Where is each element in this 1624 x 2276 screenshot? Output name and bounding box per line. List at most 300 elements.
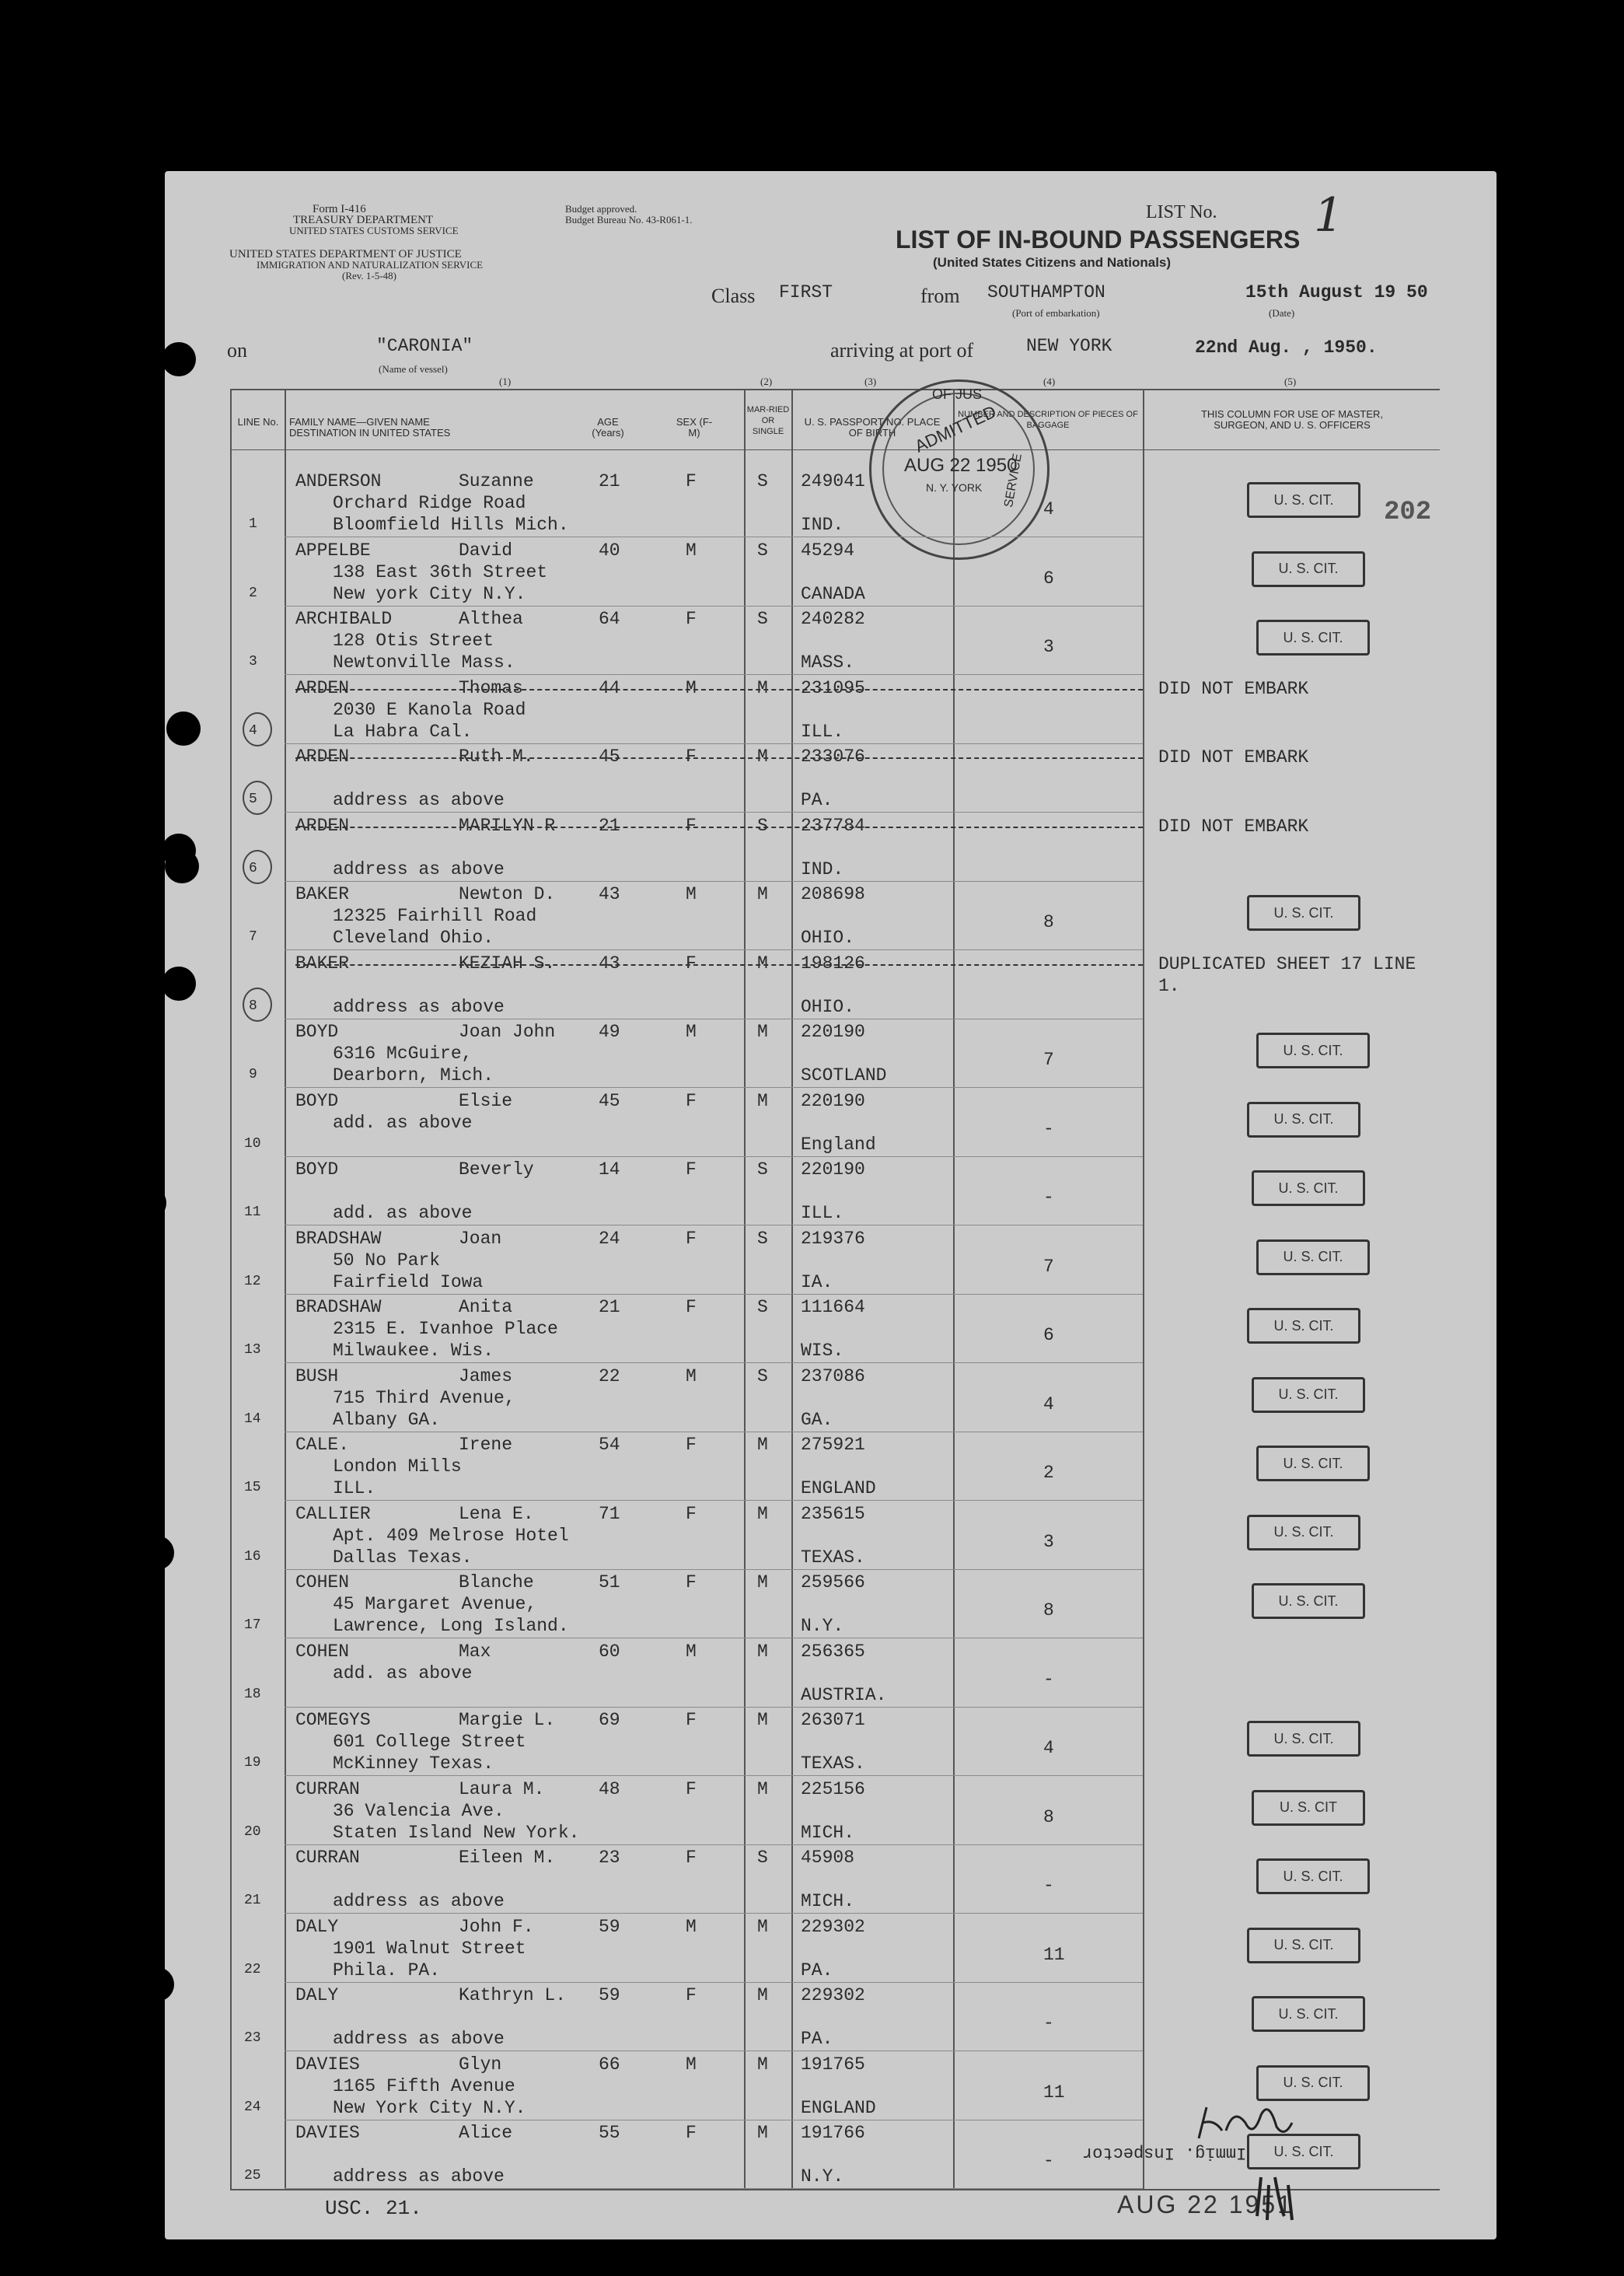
sex: F — [686, 815, 697, 836]
family-name: ARDEN — [295, 746, 350, 767]
address-line-2: Fairfield Iowa — [333, 1271, 484, 1292]
address-line-2: Milwaukee. Wis. — [333, 1341, 494, 1361]
passport-number: 111664 — [801, 1297, 865, 1317]
table-top-border — [230, 389, 1440, 390]
age: 71 — [599, 1503, 620, 1524]
punch-hole — [165, 849, 199, 883]
row-rule — [285, 1500, 1143, 1501]
footer-code: USC. 21. — [325, 2197, 422, 2220]
us-citizen-stamp: U. S. CIT. — [1252, 551, 1365, 587]
baggage-count: - — [1043, 1187, 1054, 1208]
line-number: 2 — [249, 585, 257, 601]
column-number-3: (3) — [864, 376, 877, 387]
admitted-stamp-label: ADMITTED — [911, 401, 1000, 456]
passport-number: 225156 — [801, 1778, 865, 1799]
customs-service: UNITED STATES CUSTOMS SERVICE — [289, 225, 459, 236]
line-number: 12 — [244, 1273, 261, 1289]
address-line-2: New York City N.Y. — [333, 2097, 526, 2118]
sex: F — [686, 1159, 697, 1180]
marital-status: S — [757, 1228, 768, 1249]
row-rule — [285, 1362, 1143, 1363]
sex: F — [686, 1572, 697, 1593]
family-name: ARDEN — [295, 815, 350, 836]
given-name: Thomas — [459, 677, 523, 698]
given-name: Alice — [459, 2123, 513, 2143]
passport-number: 191766 — [801, 2123, 865, 2143]
row-rule — [285, 1913, 1143, 1914]
page-subtitle: (United States Citizens and Nationals) — [933, 255, 1172, 270]
place-of-birth: ILL. — [801, 1203, 844, 1223]
strike-through-line — [295, 757, 1143, 760]
date-caption: (Date) — [1269, 307, 1295, 319]
age: 59 — [599, 1985, 620, 2005]
line-number: 3 — [249, 654, 257, 670]
passport-number: 45294 — [801, 540, 855, 561]
address-line-1: 138 East 36th Street — [333, 561, 548, 582]
marital-status: S — [757, 1848, 768, 1868]
marital-status: M — [757, 1916, 768, 1937]
list-number-value: 1 — [1314, 188, 1344, 243]
column-number-1: (1) — [499, 376, 512, 387]
family-name: BAKER — [295, 884, 350, 904]
marital-status: M — [757, 1710, 768, 1730]
row-rule — [285, 1569, 1143, 1570]
us-citizen-stamp: U. S. CIT. — [1252, 1170, 1365, 1206]
address-line-2: address as above — [333, 996, 505, 1017]
address-line-1: 36 Valencia Ave. — [333, 1800, 505, 1821]
sex: F — [686, 1848, 697, 1868]
treasury-department: TREASURY DEPARTMENT — [293, 214, 434, 226]
address-line-2: La Habra Cal. — [333, 721, 473, 742]
us-citizen-stamp: U. S. CIT. — [1256, 1239, 1370, 1275]
row-rule — [285, 1087, 1143, 1088]
age: 23 — [599, 1848, 620, 1868]
punch-hole — [132, 1186, 166, 1220]
family-name: COHEN — [295, 1641, 350, 1662]
address-line-2: New york City N.Y. — [333, 583, 526, 604]
given-name: Beverly — [459, 1159, 534, 1180]
address-line-2: address as above — [333, 1891, 505, 1911]
us-citizen-stamp: U. S. CIT. — [1247, 895, 1360, 931]
page-number: 202 — [1384, 498, 1432, 527]
address-line-2: address as above — [333, 858, 505, 879]
table-left-border — [230, 389, 232, 2190]
passport-number: 263071 — [801, 1710, 865, 1730]
place-of-birth: MICH. — [801, 1822, 855, 1843]
row-rule — [285, 881, 1143, 882]
column-header-sex: SEX (F-M) — [676, 416, 713, 439]
family-name: ANDERSON — [295, 471, 382, 491]
marital-status: M — [757, 1090, 768, 1111]
address-line-1: 128 Otis Street — [333, 631, 494, 651]
passport-number: 237784 — [801, 815, 865, 836]
age: 43 — [599, 884, 620, 904]
marital-status: M — [757, 677, 768, 698]
remark-text: DUPLICATED SHEET 17 LINE 1. — [1158, 953, 1416, 996]
baggage-count: - — [1043, 1669, 1054, 1690]
column-header-passport: U. S. PASSPORT NO. PLACE OF BIRTH — [804, 416, 941, 439]
admitted-stamp-place: N. Y. YORK — [926, 481, 983, 494]
baggage-count: 4 — [1043, 1738, 1054, 1758]
place-of-birth: PA. — [801, 1960, 833, 1981]
age: 59 — [599, 1916, 620, 1937]
passport-number: 237086 — [801, 1365, 865, 1386]
marital-status: S — [757, 540, 768, 561]
sex: M — [686, 1022, 697, 1042]
address-line-2: Newtonville Mass. — [333, 652, 515, 673]
place-of-birth: IND. — [801, 515, 844, 535]
address-line-1: 2030 E Kanola Road — [333, 699, 526, 720]
address-line-1: Orchard Ridge Road — [333, 493, 526, 513]
admitted-stamp — [869, 379, 1049, 560]
family-name: BOYD — [295, 1159, 339, 1180]
passport-number: 229302 — [801, 1985, 865, 2005]
circled-line-number — [243, 988, 272, 1022]
us-citizen-stamp: U. S. CIT. — [1247, 1102, 1360, 1138]
passport-number: 220190 — [801, 1090, 865, 1111]
form-number: Form I-416 — [313, 203, 366, 215]
punch-hole — [166, 711, 201, 746]
given-name: Lena E. — [459, 1503, 534, 1524]
age: 49 — [599, 1022, 620, 1042]
given-name: John F. — [459, 1916, 534, 1937]
age: 45 — [599, 746, 620, 767]
given-name: Althea — [459, 609, 523, 629]
baggage-count: 11 — [1043, 1944, 1065, 1965]
sex: F — [686, 609, 697, 629]
given-name: KEZIAH S. — [459, 953, 556, 974]
column-header-line-no: LINE No. — [237, 416, 279, 428]
page-title: LIST OF IN-BOUND PASSENGERS — [896, 226, 1301, 253]
address-line-2: Phila. PA. — [333, 1960, 441, 1981]
age: 54 — [599, 1435, 620, 1455]
marital-status: M — [757, 1435, 768, 1455]
passport-number: 191765 — [801, 2054, 865, 2075]
place-of-birth: OHIO. — [801, 996, 855, 1017]
marital-status: M — [757, 1985, 768, 2005]
given-name: MARILYN R — [459, 815, 556, 836]
given-name: Eileen M. — [459, 1848, 556, 1868]
passport-number: 259566 — [801, 1572, 865, 1593]
marital-status: M — [757, 2054, 768, 2075]
marital-status: M — [757, 1503, 768, 1524]
sex: F — [686, 1985, 697, 2005]
given-name: Max — [459, 1641, 491, 1662]
marital-status: S — [757, 1297, 768, 1317]
age: 60 — [599, 1641, 620, 1662]
remark-text: DID NOT EMBARK — [1158, 747, 1309, 767]
line-number: 7 — [249, 929, 257, 945]
address-line-1: Apt. 409 Melrose Hotel — [333, 1525, 569, 1546]
passport-number: 198126 — [801, 953, 865, 974]
family-name: DAVIES — [295, 2054, 360, 2075]
age: 69 — [599, 1710, 620, 1730]
arrival-date: 22nd Aug. , 1950. — [1195, 337, 1378, 358]
punch-hole — [140, 1967, 174, 2002]
row-rule — [285, 743, 1143, 744]
address-line-2: Bloomfield Hills Mich. — [333, 515, 569, 535]
address-line-2: ILL. — [333, 1478, 376, 1498]
row-rule — [285, 674, 1143, 675]
sex: M — [686, 677, 697, 698]
given-name: Elsie — [459, 1090, 513, 1111]
address-line-1: add. as above — [333, 1112, 473, 1133]
place-of-birth: PA. — [801, 2029, 833, 2049]
line-number: 19 — [244, 1755, 261, 1771]
us-citizen-stamp: U. S. CIT. — [1247, 1515, 1360, 1551]
marital-status: M — [757, 2123, 768, 2143]
address-line-2: address as above — [333, 2029, 505, 2049]
place-of-birth: ILL. — [801, 721, 844, 742]
us-citizen-stamp: U. S. CIT. — [1247, 1928, 1360, 1963]
row-rule — [285, 1982, 1143, 1983]
family-name: CALE. — [295, 1435, 350, 1455]
baggage-count: 7 — [1043, 1050, 1054, 1070]
address-line-1: 601 College Street — [333, 1732, 526, 1752]
baggage-count: 8 — [1043, 1806, 1054, 1827]
line-number: 22 — [244, 1961, 261, 1977]
sex: M — [686, 2054, 697, 2075]
place-of-birth: WIS. — [801, 1341, 844, 1361]
age: 21 — [599, 1297, 620, 1317]
address-line-2: Staten Island New York. — [333, 1822, 580, 1843]
bottom-date-stamp: AUG 22 1951 — [1117, 2190, 1294, 2218]
marital-status: S — [757, 815, 768, 836]
family-name: CURRAN — [295, 1848, 360, 1868]
age: 21 — [599, 471, 620, 491]
place-of-birth: IA. — [801, 1271, 833, 1292]
us-citizen-stamp: U. S. CIT. — [1247, 1308, 1360, 1344]
baggage-count: - — [1043, 1118, 1054, 1139]
age: 48 — [599, 1778, 620, 1799]
line-number: 11 — [244, 1204, 261, 1220]
us-citizen-stamp: U. S. CIT. — [1252, 1996, 1365, 2032]
passport-number: 249041 — [801, 471, 865, 491]
baggage-count: 3 — [1043, 637, 1054, 657]
admitted-stamp-service: SERVICE — [1002, 452, 1025, 509]
column-header-baggage: NUMBER AND DESCRIPTION OF PIECES OF BAGGAGE — [958, 410, 1138, 430]
column-header-married: MAR-RIED OR SINGLE — [746, 405, 790, 436]
line-number: 14 — [244, 1411, 261, 1427]
line-number: 25 — [244, 2168, 261, 2183]
family-name: BRADSHAW — [295, 1228, 382, 1249]
place-of-birth: OHIO. — [801, 928, 855, 948]
us-citizen-stamp: U. S. CIT. — [1256, 1033, 1370, 1068]
embarkation-port: SOUTHAMPTON — [987, 282, 1105, 302]
age: 14 — [599, 1159, 620, 1180]
baggage-count: 6 — [1043, 568, 1054, 589]
line-number: 21 — [244, 1893, 261, 1908]
family-name: DALY — [295, 1985, 339, 2005]
family-name: CURRAN — [295, 1778, 360, 1799]
row-rule — [285, 2050, 1143, 2051]
circled-line-number — [243, 781, 272, 815]
given-name: Joan John — [459, 1022, 556, 1042]
baggage-count: 4 — [1043, 1393, 1054, 1414]
passport-number: 235615 — [801, 1503, 865, 1524]
age: 21 — [599, 815, 620, 836]
passport-number: 233076 — [801, 746, 865, 767]
line-number: 13 — [244, 1342, 261, 1358]
passport-number: 220190 — [801, 1022, 865, 1042]
sex: M — [686, 1365, 697, 1386]
budget-approved: Budget approved. — [565, 203, 637, 215]
sex: M — [686, 1641, 697, 1662]
sex: F — [686, 1228, 697, 1249]
row-rule — [285, 2188, 1143, 2189]
form-revision: (Rev. 1-5-48) — [342, 270, 396, 281]
family-name: BOYD — [295, 1022, 339, 1042]
line-number: 20 — [244, 1823, 261, 1840]
line-number: 8 — [249, 998, 257, 1014]
column-number-4: (4) — [1043, 376, 1056, 387]
given-name: Suzanne — [459, 471, 534, 491]
us-citizen-stamp: U. S. CIT. — [1256, 1446, 1370, 1481]
marital-status: S — [757, 1365, 768, 1386]
address-line-2: Cleveland Ohio. — [333, 928, 494, 948]
address-line-1: London Mills — [333, 1456, 462, 1477]
sex: M — [686, 540, 697, 561]
address-line-2: address as above — [333, 2166, 505, 2187]
marital-status: M — [757, 1572, 768, 1593]
sex: F — [686, 1778, 697, 1799]
inspector-stamp-mirrored: Immig. Inspector — [1082, 2143, 1247, 2162]
marital-status: S — [757, 471, 768, 491]
column-divider-officers — [1143, 389, 1144, 2190]
marital-status: M — [757, 1641, 768, 1662]
row-rule — [285, 1844, 1143, 1845]
place-of-birth: MASS. — [801, 652, 855, 673]
manifest-sheet — [165, 171, 1497, 2239]
family-name: BOYD — [295, 1090, 339, 1111]
sex: F — [686, 1710, 697, 1730]
family-name: ARDEN — [295, 677, 350, 698]
address-line-2: Dallas Texas. — [333, 1547, 473, 1568]
address-line-1: 1901 Walnut Street — [333, 1938, 526, 1959]
given-name: Anita — [459, 1297, 513, 1317]
family-name: COMEGYS — [295, 1710, 371, 1730]
embarkation-caption: (Port of embarkation) — [1012, 307, 1100, 319]
baggage-count: 3 — [1043, 1531, 1054, 1552]
from-label: from — [920, 285, 960, 307]
budget-bureau-number: Budget Bureau No. 43-R061-1. — [565, 214, 693, 226]
family-name: ARCHIBALD — [295, 609, 393, 629]
given-name: Laura M. — [459, 1778, 545, 1799]
admitted-stamp-top: OF JUS — [932, 386, 983, 402]
line-number: 5 — [249, 792, 257, 807]
column-header-age: AGE (Years) — [592, 416, 624, 439]
line-number: 9 — [249, 1067, 257, 1082]
address-line-1: 2315 E. Ivanhoe Place — [333, 1319, 558, 1339]
strike-through-line — [295, 964, 1143, 967]
column-divider-married — [744, 389, 746, 2190]
marital-status: M — [757, 884, 768, 904]
remark-text: DID NOT EMBARK — [1158, 678, 1309, 699]
family-name: DAVIES — [295, 2123, 360, 2143]
arriving-label: arriving at port of — [830, 339, 974, 362]
departure-date: 15th August 19 50 — [1245, 282, 1428, 302]
column-number-2: (2) — [760, 376, 773, 387]
line-number: 24 — [244, 2099, 261, 2115]
row-rule — [285, 606, 1143, 607]
given-name: Kathryn L. — [459, 1985, 567, 2005]
us-citizen-stamp: U. S. CIT. — [1252, 1583, 1365, 1619]
marital-status: M — [757, 1022, 768, 1042]
punch-hole — [140, 1536, 174, 1570]
age: 40 — [599, 540, 620, 561]
row-rule — [285, 1707, 1143, 1708]
passport-number: 219376 — [801, 1228, 865, 1249]
line-number: 16 — [244, 1548, 261, 1565]
department-of-justice: UNITED STATES DEPARTMENT OF JUSTICE — [229, 248, 462, 260]
line-number: 4 — [249, 722, 257, 739]
column-number-5: (5) — [1284, 376, 1297, 387]
address-line-2: Dearborn, Mich. — [333, 1065, 494, 1086]
place-of-birth: TEXAS. — [801, 1547, 865, 1568]
baggage-count: 7 — [1043, 1256, 1054, 1277]
address-line-2: Lawrence, Long Island. — [333, 1616, 569, 1636]
line-number: 10 — [244, 1135, 261, 1152]
given-name: Ruth M. — [459, 746, 534, 767]
class-value: FIRST — [779, 282, 833, 302]
address-line-1: add. as above — [333, 1662, 473, 1683]
given-name: Irene — [459, 1435, 513, 1455]
place-of-birth: SCOTLAND — [801, 1065, 887, 1086]
address-line-1: 45 Margaret Avenue, — [333, 1594, 537, 1614]
address-line-2: add. as above — [333, 1203, 473, 1223]
baggage-count: - — [1043, 2151, 1054, 2171]
column-divider-baggage — [953, 389, 955, 2190]
address-line-2: Albany GA. — [333, 1409, 441, 1430]
address-line-1: 1165 Fifth Avenue — [333, 2075, 515, 2096]
us-citizen-stamp: U. S. CIT. — [1256, 2065, 1370, 2101]
strike-through-line — [295, 827, 1143, 830]
baggage-count: 8 — [1043, 1600, 1054, 1620]
passport-number: 208698 — [801, 884, 865, 904]
family-name: BRADSHAW — [295, 1297, 382, 1317]
class-label: Class — [711, 285, 756, 307]
column-divider-passport — [791, 389, 793, 2190]
circled-line-number — [243, 712, 272, 746]
row-rule — [285, 1156, 1143, 1157]
sex: F — [686, 1435, 697, 1455]
given-name: James — [459, 1365, 513, 1386]
baggage-count: 8 — [1043, 912, 1054, 932]
passport-number: 275921 — [801, 1435, 865, 1455]
arrival-port: NEW YORK — [1026, 336, 1112, 356]
place-of-birth: PA. — [801, 790, 833, 810]
us-citizen-stamp: U. S. CIT. — [1252, 1377, 1365, 1413]
place-of-birth: ENGLAND — [801, 1478, 876, 1498]
age: 45 — [599, 1090, 620, 1111]
place-of-birth: N.Y. — [801, 2166, 844, 2187]
marital-status: M — [757, 1778, 768, 1799]
address-line-1: 12325 Fairhill Road — [333, 906, 537, 926]
inspector-signature — [1183, 2092, 1323, 2224]
us-citizen-stamp: U. S. CIT — [1252, 1790, 1365, 1826]
place-of-birth: N.Y. — [801, 1616, 844, 1636]
address-line-2: McKinney Texas. — [333, 1753, 494, 1774]
line-number: 17 — [244, 1617, 261, 1633]
punch-hole — [162, 967, 196, 1001]
us-citizen-stamp: U. S. CIT. — [1256, 1858, 1370, 1894]
us-citizen-stamp: U. S. CIT. — [1256, 620, 1370, 656]
row-rule — [285, 1775, 1143, 1776]
given-name: Glyn — [459, 2054, 502, 2075]
given-name: Margie L. — [459, 1710, 556, 1730]
line-number: 1 — [249, 516, 257, 532]
passport-number: 45908 — [801, 1848, 855, 1868]
